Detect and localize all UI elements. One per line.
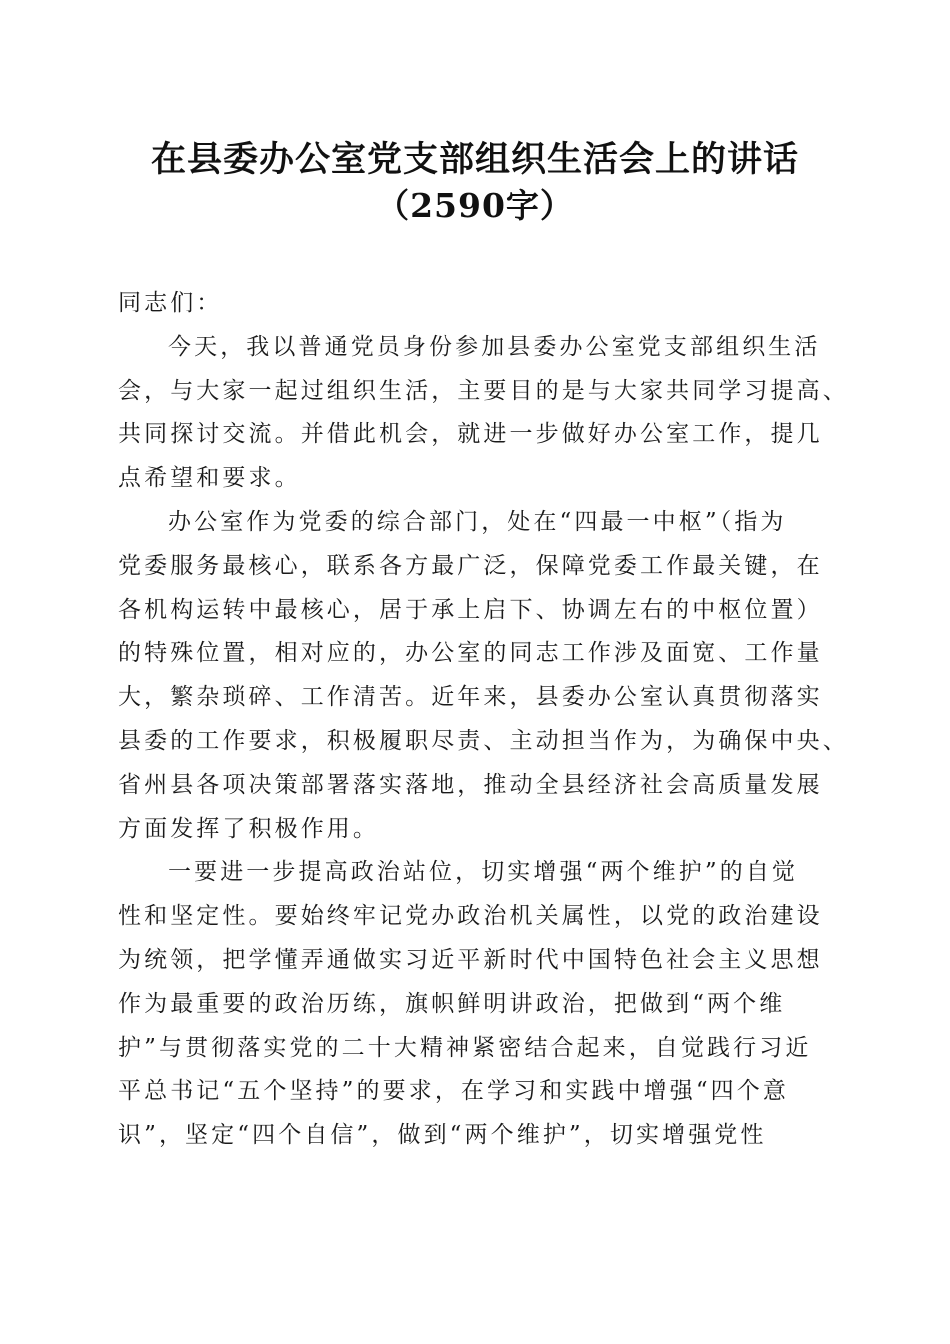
- body-line: 护”与贯彻落实党的二十大精神紧密结合起来，自觉践行习近: [118, 1034, 812, 1061]
- body-line: 性和坚定性。要始终牢记党办政治机关属性，以党的政治建设: [118, 903, 823, 930]
- body-line: 的特殊位置，相对应的，办公室的同志工作涉及面宽、工作量: [118, 640, 823, 667]
- body-line: 办公室作为党委的综合部门，处在“四最一中枢”（指为: [168, 508, 787, 535]
- body-line: 点希望和要求。: [118, 465, 301, 492]
- body-line: 识”，坚定“四个自信”，做到“两个维护”，切实增强党性: [118, 1122, 767, 1149]
- body-line: 省州县各项决策部署落实落地，推动全县经济社会高质量发展: [118, 771, 823, 798]
- salutation-line: 同志们：: [118, 290, 223, 316]
- body-line: 方面发挥了积极作用。: [118, 815, 379, 842]
- document-subtitle: （2590字）: [376, 186, 574, 225]
- body-line: 为统领，把学懂弄通做实习近平新时代中国特色社会主义思想: [118, 946, 823, 973]
- body-line: 县委的工作要求，积极履职尽责、主动担当作为，为确保中央、: [118, 727, 849, 754]
- body-line: 一要进一步提高政治站位，切实增强“两个维护”的自觉: [168, 859, 799, 886]
- body-line: 大，繁杂琐碎、工作清苦。近年来，县委办公室认真贯彻落实: [118, 684, 823, 711]
- body-line: 党委服务最核心，联系各方最广泛，保障党委工作最关键，在: [118, 552, 823, 579]
- body-line: 各机构运转中最核心，居于承上启下、协调左右的中枢位置）: [118, 596, 823, 623]
- document-title: 在县委办公室党支部组织生活会上的讲话: [150, 139, 799, 180]
- body-line: 会，与大家一起过组织生活，主要目的是与大家共同学习提高、: [118, 377, 849, 404]
- body-line: 平总书记“五个坚持”的要求，在学习和实践中增强“四个意: [118, 1078, 789, 1105]
- body-line: 作为最重要的政治历练，旗帜鲜明讲政治，把做到“两个维: [118, 990, 786, 1017]
- body-line: 共同探讨交流。并借此机会，就进一步做好办公室工作，提几: [118, 421, 823, 448]
- document-body: [118, 282, 849, 1158]
- body-line: 今天，我以普通党员身份参加县委办公室党支部组织生活: [168, 333, 821, 360]
